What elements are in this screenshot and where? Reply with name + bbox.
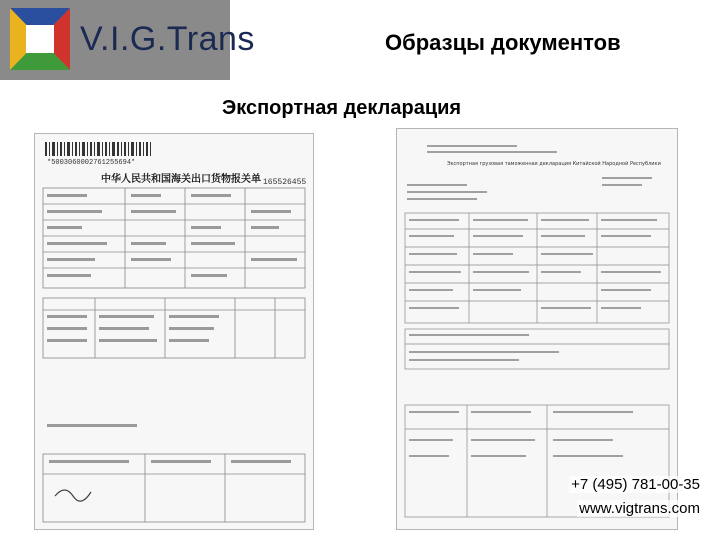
scanned-declaration-cn: [34, 133, 314, 530]
logo-text: V.I.G.Trans: [80, 20, 255, 58]
svg-text:中华人民共和国海关出口货物报关单: 中华人民共和国海关出口货物报关单: [101, 174, 261, 185]
svg-text:165526455: 165526455: [263, 178, 307, 187]
slide-title: Образцы документов: [385, 30, 621, 55]
contact-website: www.vigtrans.com: [579, 500, 700, 517]
vig-trans-logo-mark-icon: [10, 8, 70, 70]
scanned-declaration-ru: [396, 128, 678, 530]
svg-text:Экспортная грузовая таможенная: Экспортная грузовая таможенная декларация Китайской Народной Республики: [447, 161, 661, 167]
svg-text:*5003060002761255694*: *5003060002761255694*: [47, 159, 136, 167]
barcode-icon: [45, 142, 151, 156]
section-title: Экспортная декларация: [222, 97, 462, 119]
logo: [0, 0, 255, 80]
declaration-cn-scan: [35, 134, 313, 529]
contact-phone: +7 (495) 781-00-35: [571, 476, 700, 493]
declaration-ru-scan: [397, 129, 677, 529]
